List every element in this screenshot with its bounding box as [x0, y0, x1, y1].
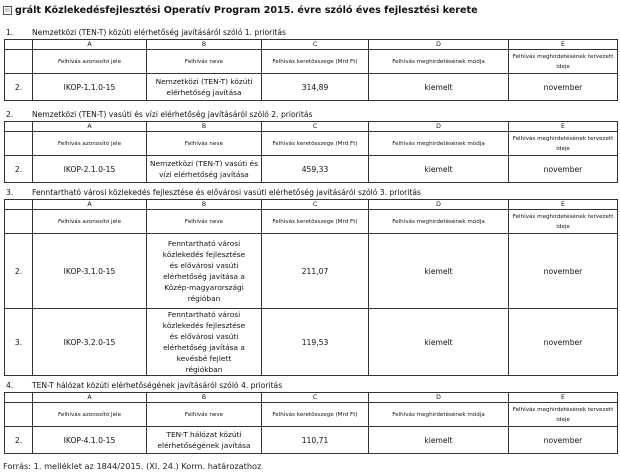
section-1-heading — [6, 28, 286, 37]
call-mode: kiemelt — [369, 234, 509, 309]
call-time: november — [509, 234, 618, 309]
column-header: Felhívás azonosító jele — [33, 132, 147, 156]
section-3-heading — [6, 188, 421, 197]
call-id: IKOP-3.2.0-15 — [33, 309, 147, 376]
table-row — [5, 156, 618, 183]
section-title: TEN-T hálózat közúti elérhetőségének javításáról szóló 4. prioritás — [32, 381, 283, 390]
column-header: Felhívás azonosító jele — [33, 210, 147, 234]
column-header: Felhívás keretösszege (Mrd Ft) — [262, 132, 369, 156]
section-2-table — [4, 121, 618, 183]
call-amount: 110,71 — [262, 427, 369, 454]
column-letter: A — [33, 393, 147, 403]
row-number-cell — [5, 403, 33, 427]
column-header: Felhívás neve — [147, 132, 262, 156]
call-amount: 119,53 — [262, 309, 369, 376]
table-row — [5, 427, 618, 454]
column-letter: D — [369, 40, 509, 50]
column-header: Felhívás neve — [147, 50, 262, 74]
section-number: 2. — [6, 110, 14, 119]
section-2-heading — [6, 110, 312, 119]
table-row — [5, 309, 618, 376]
column-header: Felhívás azonosító jele — [33, 403, 147, 427]
table-row — [5, 234, 618, 309]
column-letter: C — [262, 40, 369, 50]
section-title: Nemzetközi (TEN-T) vasúti és vízi elérhetőség javításáról szóló 2. prioritás — [32, 110, 313, 119]
column-letter: E — [509, 200, 618, 210]
call-time: november — [509, 309, 618, 376]
section-number: 3. — [6, 188, 14, 197]
section-title: Nemzetközi (TEN-T) közúti elérhetőség javításáról szóló 1. prioritás — [32, 28, 286, 37]
section-4-table — [4, 392, 618, 454]
document-icon — [3, 6, 12, 15]
call-mode: kiemelt — [369, 156, 509, 183]
column-letter: C — [262, 393, 369, 403]
section-number: 1. — [6, 28, 14, 37]
call-id: IKOP-1.1.0-15 — [33, 74, 147, 101]
section-number: 4. — [6, 381, 14, 390]
column-header: Felhívás meghirdetésének tervezett ideje — [509, 403, 618, 427]
column-letter: B — [147, 40, 262, 50]
column-letter-row — [5, 122, 618, 132]
call-id: IKOP-2.1.0-15 — [33, 156, 147, 183]
call-mode: kiemelt — [369, 427, 509, 454]
row-number: 2. — [5, 156, 33, 183]
column-letter: A — [33, 40, 147, 50]
call-name: Fenntartható városi közlekedés fejlesztése és elővárosi vasúti elérhetőség javítása a kevésbé fejlett régiókban — [147, 309, 262, 376]
row-number-cell — [5, 50, 33, 74]
section-4-heading — [6, 381, 282, 390]
row-number: 3. — [5, 309, 33, 376]
corner-cell — [5, 393, 33, 403]
column-letter: E — [509, 393, 618, 403]
row-number: 2. — [5, 74, 33, 101]
column-letter: B — [147, 200, 262, 210]
column-header: Felhívás meghirdetésének módja — [369, 403, 509, 427]
column-header: Felhívás meghirdetésének tervezett ideje — [509, 132, 618, 156]
column-letter-row — [5, 40, 618, 50]
row-number: 2. — [5, 234, 33, 309]
title-text: grált Közlekedésfejlesztési Operatív Program 2015. évre szóló éves fejlesztési kerete — [15, 4, 478, 16]
column-header: Felhívás meghirdetésének módja — [369, 50, 509, 74]
column-header: Felhívás meghirdetésének tervezett ideje — [509, 210, 618, 234]
table-row — [5, 74, 618, 101]
section-1-table — [4, 39, 618, 101]
document-title — [3, 3, 478, 17]
column-letter: C — [262, 200, 369, 210]
call-time: november — [509, 427, 618, 454]
column-letter: D — [369, 200, 509, 210]
call-id: IKOP-3.1.0-15 — [33, 234, 147, 309]
call-amount: 314,89 — [262, 74, 369, 101]
call-time: november — [509, 74, 618, 101]
column-letter-row — [5, 393, 618, 403]
column-letter: C — [262, 122, 369, 132]
source-note: Forrás: 1. melléklet az 1844/2015. (XI. 24.) Korm. határozathoz — [3, 461, 262, 471]
corner-cell — [5, 200, 33, 210]
column-header-row — [5, 403, 618, 427]
column-header: Felhívás azonosító jele — [33, 50, 147, 74]
column-header-row — [5, 50, 618, 74]
call-time: november — [509, 156, 618, 183]
row-number-cell — [5, 132, 33, 156]
call-name: Nemzetközi (TEN-T) közúti elérhetőség javítása — [147, 74, 262, 101]
corner-cell — [5, 40, 33, 50]
section-title: Fenntartható városi közlekedés fejlesztése és elővárosi vasúti elérhetőség javításáról szóló 3. prioritás — [32, 188, 421, 197]
column-header: Felhívás neve — [147, 210, 262, 234]
column-header: Felhívás meghirdetésének módja — [369, 132, 509, 156]
column-letter: A — [33, 200, 147, 210]
row-number: 2. — [5, 427, 33, 454]
column-letter: A — [33, 122, 147, 132]
call-mode: kiemelt — [369, 309, 509, 376]
column-header-row — [5, 132, 618, 156]
section-3-table — [4, 199, 618, 376]
column-letter: E — [509, 40, 618, 50]
column-letter: D — [369, 393, 509, 403]
call-amount: 459,33 — [262, 156, 369, 183]
call-name: Fenntartható városi közlekedés fejlesztése és elővárosi vasúti elérhetőség javítása a Közép-magyarországi régióban — [147, 234, 262, 309]
corner-cell — [5, 122, 33, 132]
column-header: Felhívás meghirdetésének módja — [369, 210, 509, 234]
column-letter: E — [509, 122, 618, 132]
column-header: Felhívás keretösszege (Mrd Ft) — [262, 210, 369, 234]
column-header: Felhívás neve — [147, 403, 262, 427]
call-amount: 211,07 — [262, 234, 369, 309]
column-header: Felhívás keretösszege (Mrd Ft) — [262, 50, 369, 74]
call-name: TEN-T hálózat közúti elérhetőségének javítása — [147, 427, 262, 454]
call-mode: kiemelt — [369, 74, 509, 101]
column-header-row — [5, 210, 618, 234]
call-id: IKOP-4.1.0-15 — [33, 427, 147, 454]
column-letter-row — [5, 200, 618, 210]
call-name: Nemzetközi (TEN-T) vasúti és vízi elérhetőség javítása — [147, 156, 262, 183]
column-header: Felhívás meghirdetésének tervezett ideje — [509, 50, 618, 74]
column-letter: D — [369, 122, 509, 132]
column-letter: B — [147, 393, 262, 403]
row-number-cell — [5, 210, 33, 234]
column-letter: B — [147, 122, 262, 132]
column-header: Felhívás keretösszege (Mrd Ft) — [262, 403, 369, 427]
